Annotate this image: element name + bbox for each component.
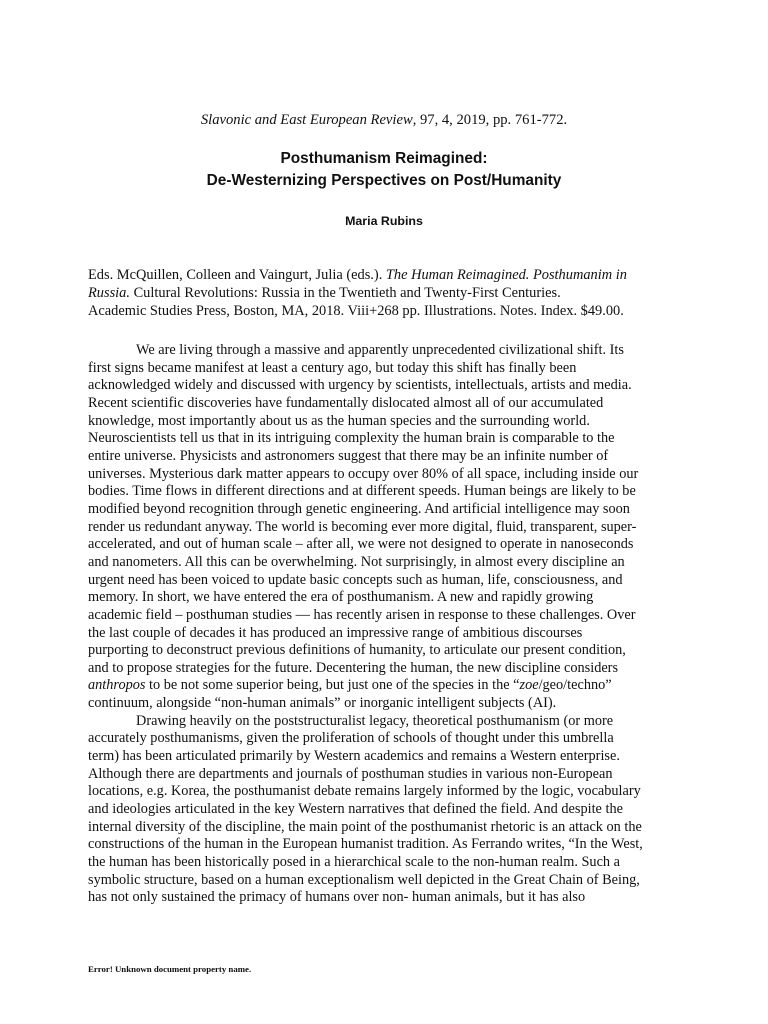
text-line: and ideologies articulated in the key Western narratives that defined the field. And despite the [88,801,623,818]
biblio-prefix: Eds. McQuillen, Colleen and Vaingurt, Julia (eds.). [88,267,386,283]
text-line: bodies. Time flows in different directions and at different speeds. Human beings are likely to be [88,483,636,500]
article-body [88,342,682,907]
text-line: universes. Mysterious dark matter appears to occupy over 80% of all space, including inside our [88,465,639,482]
biblio-line-1 [88,267,688,285]
article-title [0,148,768,192]
text-line: first signs became manifest at least a century ago, but today this shift has finally been [88,359,577,376]
text-line: knowledge, most importantly about us as the human species and the surrounding world. [88,412,590,429]
text-line: academic field – posthuman studies — has recently arisen in response to these challenges. Over [88,606,636,623]
text-line: accelerated, and out of human scale – after all, we were not designed to operate in nanoseconds [88,536,634,553]
journal-name: Slavonic and East European Review [200,112,413,128]
author-name: Maria Rubins [345,214,423,228]
book-title-part-2: Russia. [88,284,130,301]
text-span: to be not some superior being, but just one of the species in the “ [145,677,520,694]
biblio-series: Cultural Revolutions: Russia in the Twentieth and Twenty-First Centuries. [129,284,561,301]
title-line-1: Posthumanism Reimagined: [280,150,488,167]
text-line: accurately posthumanisms, given the proliferation of schools of thought under this umbrella [88,730,614,747]
text-line: Neuroscientists tell us that in its intriguing complexity the human brain is comparable to the [88,430,615,447]
text-line: Drawing heavily on the poststructuralist legacy, theoretical posthumanism (or more [136,712,614,729]
text-line: symbolic structure, based on a human exceptionalism well depicted in the Great Chain of Being, [88,871,640,888]
text-line: continuum, alongside “non-human animals” or inorganic intelligent subjects (AI). [88,695,557,712]
title-line-2: De-Westernizing Perspectives on Post/Humanity [206,172,562,189]
text-line: Recent scientific discoveries have fundamentally dislocated almost all of our accumulated [88,394,604,411]
book-bibliography [88,267,688,320]
page-footer: Error! Unknown document property name. [88,964,252,974]
journal-citation [0,111,768,129]
text-line: purporting to deconstruct previous definitions of humanity, to articulate our present condition, [88,642,626,659]
text-line: and nanometers. All this can be overwhelming. Not surprisingly, in almost every discipline an [88,553,625,570]
book-title-part-1: The Human Reimagined. Posthumanim in [385,267,627,283]
text-line: the last couple of decades it has produced an impressive range of ambitious discourses [88,624,583,641]
text-line: urgent need has been voiced to update basic concepts such as human, life, consciousness, and [88,571,623,588]
text-line: the human has been historically posed in a hierarchical scale to the non-human realm. Such a [88,854,620,871]
text-line: internal diversity of the discipline, the main point of the posthumanist rhetoric is an attack on the [88,818,642,835]
biblio-line-3: Academic Studies Press, Boston, MA, 2018. Viii+268 pp. Illustrations. Notes. Index. $49.00. [88,302,624,319]
text-line: term) has been articulated primarily by Western academics and remains a Western enterprise. [88,748,620,765]
term-zoe: zoe [519,677,539,694]
text-line: modified beyond recognition through genetic engineering. And artificial intelligence may soon [88,500,630,517]
citation-details: , 97, 4, 2019, pp. 761-772. [412,112,568,128]
text-line: memory. In short, we have entered the era of posthumanism. A new and rapidly growing [88,589,594,606]
text-line: render us redundant anyway. The world is becoming ever more digital, fluid, transparent, super- [88,518,637,535]
text-line [88,677,682,695]
paragraph-2 [88,713,682,907]
text-line: constructions of the human in the European humanist tradition. As Ferrando writes, “In the West, [88,836,643,853]
text-line: acknowledged widely and discussed with urgency by scientists, intellectuals, artists and media. [88,377,632,394]
paragraph-1 [88,342,682,713]
text-line: We are living through a massive and apparently unprecedented civilizational shift. Its [136,342,624,358]
text-line: has not only sustained the primacy of humans over non- human animals, but it has also [88,889,586,906]
text-span: /geo/techno” [538,677,612,694]
text-line: locations, e.g. Korea, the posthumanist debate remains largely informed by the logic, vocabulary [88,783,641,800]
term-anthropos: anthropos [88,677,146,694]
text-line: and to propose strategies for the future. Decentering the human, the new discipline considers [88,659,619,676]
biblio-line-2 [88,285,688,303]
text-line: Although there are departments and journals of posthuman studies in various non-European [88,765,613,782]
text-line: entire universe. Physicists and astronomers suggest that there may be an infinite number of [88,447,609,464]
